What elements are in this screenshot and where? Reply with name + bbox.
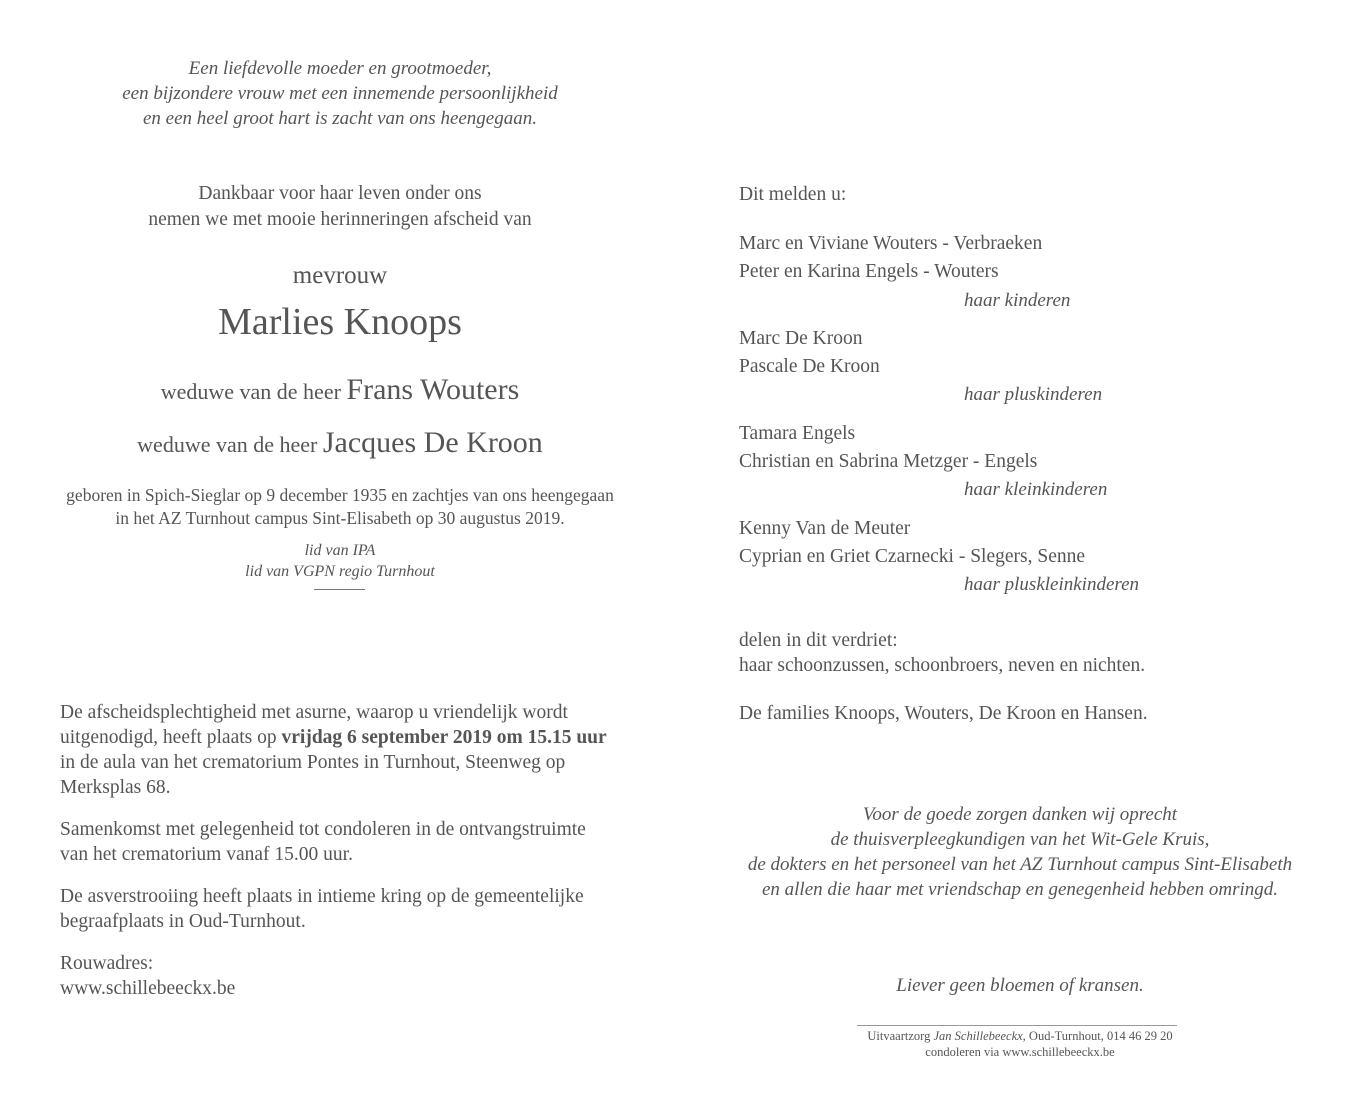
widow-prefix: weduwe van de heer [160, 379, 341, 404]
family-name: Christian en Sabrina Metzger - Engels [739, 451, 1038, 472]
widow-line-2 [40, 426, 640, 460]
share-grief-text [739, 628, 1145, 678]
family-group-stepgrandchildren [739, 515, 1085, 571]
family-name: Tamara Engels [739, 423, 856, 444]
intro-line: en een heel groot hart is zacht van ons heengegaan. [143, 108, 537, 129]
ceremony-paragraph [60, 700, 640, 800]
divider [314, 589, 365, 590]
gratitude-line: nemen we met mooie herinneringen afscheid van [148, 209, 532, 230]
scattering-line: begraafplaats in Oud-Turnhout. [60, 911, 306, 932]
intro-line: Een liefdevolle moeder en grootmoeder, [188, 58, 492, 79]
thanks-line: de thuisverpleegkundigen van het Wit-Gele Kruis, [830, 829, 1210, 850]
intro-text [40, 56, 640, 131]
relation-label: haar pluskinderen [964, 384, 1103, 405]
birth-death-line: geboren in Spich-Sieglar op 9 december 1935 en zachtjes van ons heengegaan [66, 485, 614, 505]
birth-death-line: in het AZ Turnhout campus Sint-Elisabeth op 30 augustus 2019. [115, 508, 565, 528]
thanks-line: de dokters en het personeel van het AZ Turnhout campus Sint-Elisabeth [747, 854, 1293, 875]
announce-heading: Dit melden u: [739, 184, 847, 205]
address-label: Rouwadres: [60, 953, 154, 974]
family-group-grandchildren [739, 420, 1037, 476]
thanks-line: Voor de goede zorgen danken wij oprecht [862, 804, 1178, 825]
thanks-text [700, 802, 1340, 902]
relation-label: haar pluskleinkinderen [964, 574, 1140, 595]
ceremony-line [60, 725, 640, 750]
ceremony-datetime: vrijdag 6 september 2019 om 15.15 uur [281, 727, 607, 748]
gratitude-line: Dankbaar voor haar leven onder ons [198, 183, 482, 204]
relation-label: haar kleinkinderen [964, 479, 1108, 500]
gratitude-text [40, 181, 640, 233]
widow-line-1 [40, 373, 640, 407]
birth-death-text [40, 484, 640, 530]
family-group-children [739, 230, 1042, 286]
family-name: Marc en Viviane Wouters - Verbraeken [739, 233, 1043, 254]
family-name: Marc De Kroon [739, 328, 863, 349]
footer-divider [857, 1025, 1177, 1026]
deceased-title: mevrouw [292, 262, 388, 289]
husband-name-1: Frans Wouters [346, 373, 520, 406]
family-group-stepchildren [739, 325, 880, 381]
undertaker-contact: , Oud-Turnhout, 014 46 29 20 [1022, 1029, 1173, 1043]
mourning-address [60, 951, 640, 1001]
family-name: Cyprian en Griet Czarnecki - Slegers, Senne [739, 546, 1086, 567]
family-name: Peter en Karina Engels - Wouters [739, 261, 999, 282]
undertaker-line [700, 1028, 1340, 1044]
relation-label: haar kinderen [964, 290, 1071, 311]
gathering-line: Samenkomst met gelegenheid tot condoleren in de ontvangstruimte [60, 819, 586, 840]
condolence-line: condoleren via www.schillebeeckx.be [925, 1045, 1115, 1059]
gathering-line: van het crematorium vanaf 15.00 uur. [60, 844, 353, 865]
widow-prefix: weduwe van de heer [137, 432, 318, 457]
membership-line: lid van VGPN regio Turnhout [245, 563, 435, 580]
family-name: Pascale De Kroon [739, 356, 880, 377]
deceased-name: Marlies Knoops [218, 301, 462, 343]
membership-line: lid van IPA [304, 542, 376, 559]
ceremony-line: De afscheidsplechtigheid met asurne, waarop u vriendelijk wordt [60, 702, 568, 723]
undertaker-prefix: Uitvaartzorg [867, 1029, 934, 1043]
ceremony-line: Merksplas 68. [60, 777, 171, 798]
ceremony-text: uitgenodigd, heeft plaats op [60, 727, 282, 748]
gathering-paragraph [60, 817, 640, 867]
share-line: delen in dit verdriet: [739, 630, 898, 651]
memberships [40, 540, 640, 582]
no-flowers-note: Liever geen bloemen of kransen. [896, 975, 1144, 996]
intro-line: een bijzondere vrouw met een innemende persoonlijkheid [122, 83, 558, 104]
address-website: www.schillebeeckx.be [60, 978, 236, 999]
families-line: De families Knoops, Wouters, De Kroon en Hansen. [739, 703, 1148, 724]
family-name: Kenny Van de Meuter [739, 518, 911, 539]
husband-name-2: Jacques De Kroon [322, 426, 543, 459]
thanks-line: en allen die haar met vriendschap en genegenheid hebben omringd. [761, 879, 1279, 900]
undertaker-name: Jan Schillebeeckx [933, 1029, 1023, 1043]
scattering-paragraph [60, 884, 640, 934]
ceremony-line: in de aula van het crematorium Pontes in Turnhout, Steenweg op [60, 752, 566, 773]
share-line: haar schoonzussen, schoonbroers, neven en nichten. [739, 655, 1146, 676]
undertaker-footer [700, 1028, 1340, 1060]
scattering-line: De asverstrooiing heeft plaats in intieme kring op de gemeentelijke [60, 886, 584, 907]
